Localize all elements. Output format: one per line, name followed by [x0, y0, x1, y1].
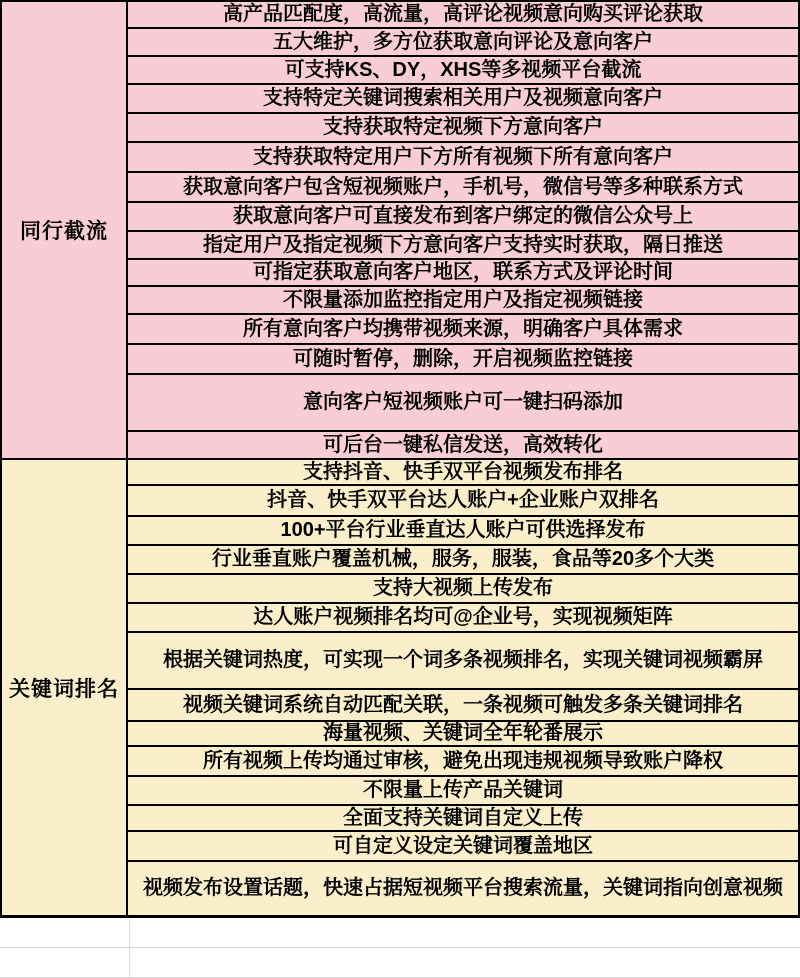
row-text: 根据关键词热度，可实现一个词多条视频排名，实现关键词视频霸屏: [163, 649, 763, 671]
row-text: 可支持KS、DY，XHS等多视频平台截流: [284, 58, 642, 81]
table-row[interactable]: [128, 29, 798, 57]
row-text: 视频发布设置话题，快速占据短视频平台搜索流量，关键词指向创意视频: [143, 877, 783, 899]
row-text: 高产品匹配度，高流量，高评论视频意向购买评论获取: [223, 3, 703, 25]
empty-spreadsheet-row: [0, 918, 800, 948]
table-row[interactable]: [128, 143, 798, 173]
row-text: 支持特定关键词搜索相关用户及视频意向客户: [263, 87, 663, 109]
empty-cell[interactable]: [130, 948, 800, 977]
row-text: 可自定义设定关键词覆盖地区: [333, 834, 593, 857]
table-row[interactable]: [128, 232, 798, 260]
table-row[interactable]: [128, 260, 798, 287]
table-row[interactable]: [128, 114, 798, 143]
section-label-cell[interactable]: 同行截流: [2, 2, 128, 458]
table-row[interactable]: [128, 2, 798, 29]
table-row[interactable]: [128, 345, 798, 375]
table-row[interactable]: [128, 85, 798, 114]
row-text: 不限量上传产品关键词: [363, 779, 563, 801]
table-row[interactable]: [128, 747, 798, 777]
table-row[interactable]: [128, 460, 798, 486]
table-row[interactable]: [128, 806, 798, 832]
row-text: 海量视频、关键词全年轮番展示: [323, 722, 603, 744]
row-text: 不限量添加监控指定用户及指定视频链接: [283, 288, 643, 311]
row-text: 支持获取特定视频下方意向客户: [323, 116, 603, 138]
section-keyword-ranking: [2, 460, 798, 915]
row-text: 五大维护，多方位获取意向评论及意向客户: [273, 30, 653, 53]
row-text: 支持大视频上传发布: [373, 577, 553, 599]
table-row[interactable]: [128, 173, 798, 203]
table-row[interactable]: [128, 203, 798, 232]
table-row[interactable]: [128, 432, 798, 458]
row-text: 可随时暂停，删除，开启视频监控链接: [293, 347, 633, 370]
table-row[interactable]: [128, 57, 798, 85]
table-row[interactable]: [128, 315, 798, 345]
table-row[interactable]: [128, 862, 798, 915]
table-row[interactable]: [128, 777, 798, 806]
section-label-cell[interactable]: 关键词排名: [2, 460, 128, 915]
row-text: 意向客户短视频账户可一键扫码添加: [303, 391, 623, 413]
table-row[interactable]: [128, 486, 798, 517]
empty-cell[interactable]: [0, 948, 130, 977]
row-text: 抖音、快手双平台达人账户+企业账户双排名: [267, 489, 659, 511]
section-rows: [128, 460, 798, 915]
row-text: 支持抖音、快手双平台视频发布排名: [303, 460, 623, 483]
row-text: 所有视频上传均通过审核，避免出现违规视频导致账户降权: [203, 749, 723, 772]
row-text: 指定用户及指定视频下方意向客户支持实时获取，隔日推送: [203, 233, 723, 256]
row-text: 全面支持关键词自定义上传: [343, 806, 583, 829]
table-row[interactable]: [128, 375, 798, 432]
row-text: 获取意向客户包含短视频账户，手机号，微信号等多种联系方式: [183, 175, 743, 198]
table-row[interactable]: [128, 722, 798, 747]
table-row[interactable]: [128, 575, 798, 604]
empty-cell[interactable]: [130, 918, 800, 947]
row-text: 达人账户视频排名均可@企业号，实现视频矩阵: [253, 606, 673, 628]
row-text: 可后台一键私信发送，高效转化: [323, 433, 603, 456]
table-row[interactable]: [128, 633, 798, 690]
row-text: 100+平台行业垂直达人账户可供选择发布: [280, 519, 646, 541]
row-text: 所有意向客户均携带视频来源，明确客户具体需求: [243, 317, 683, 340]
table-row[interactable]: [128, 832, 798, 862]
empty-cell[interactable]: [0, 918, 130, 947]
table-row[interactable]: [128, 546, 798, 575]
empty-spreadsheet-row: [0, 948, 800, 978]
row-text: 获取意向客户可直接发布到客户绑定的微信公众号上: [233, 205, 693, 227]
table-row[interactable]: [128, 287, 798, 315]
table-row[interactable]: [128, 604, 798, 633]
row-text: 视频关键词系统自动匹配关联，一条视频可触发多条关键词排名: [183, 693, 743, 716]
row-text: 行业垂直账户覆盖机械，服务，服装，食品等20多个大类: [211, 548, 715, 570]
row-text: 支持获取特定用户下方所有视频下所有意向客户: [253, 145, 673, 168]
table-row[interactable]: [128, 690, 798, 722]
row-text: 可指定获取意向客户地区，联系方式及评论时间: [253, 261, 673, 283]
section-rows: [128, 2, 798, 458]
section-peer-interception: [2, 2, 798, 460]
table-row[interactable]: [128, 517, 798, 546]
